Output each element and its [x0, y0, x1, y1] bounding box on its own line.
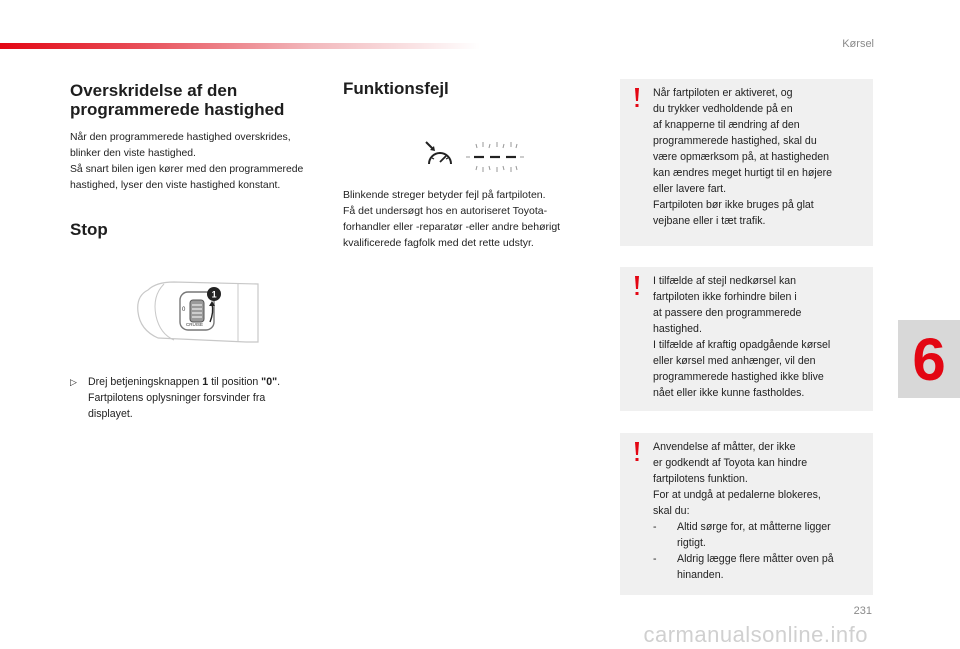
- malfunction-line: Få det undersøgt hos en autoriseret Toyota-: [343, 205, 548, 217]
- list-item-line: Aldrig lægge flere måtter oven på: [677, 553, 834, 565]
- header-accent-bar: [0, 43, 480, 49]
- warning-line: være opmærksom på, at hastigheden: [653, 151, 830, 163]
- warning-line: du trykker vedholdende på en: [653, 103, 793, 115]
- malfunction-line: Blinkende streger betyder fejl på fartpiloten.: [343, 189, 546, 201]
- stop-text-position: "0": [261, 376, 278, 388]
- warning-box-speed-change: [620, 79, 873, 246]
- stop-heading: Stop: [70, 220, 108, 239]
- warning-line: eller kørsel med anhænger, vil den: [653, 355, 816, 367]
- overspeed-paragraph: [70, 130, 335, 194]
- stop-text-knob-number: 1: [202, 376, 209, 388]
- malfunction-paragraph: [343, 187, 605, 251]
- warning-text: [653, 273, 863, 401]
- warning-line: skal du:: [653, 505, 690, 517]
- warning-box-slopes: [620, 267, 873, 411]
- site-watermark[interactable]: carmanualsonline.info: [643, 622, 868, 647]
- warning-line: I tilfælde af kraftig opadgående kørsel: [653, 339, 831, 351]
- warning-line: For at undgå at pedalerne blokeres,: [653, 489, 821, 501]
- warning-line: nået eller ikke kunne fastholdes.: [653, 387, 805, 399]
- list-item-line: hinanden.: [677, 569, 724, 581]
- section-header-title: Kørsel: [842, 38, 874, 50]
- warning-line: eller lavere fart.: [653, 183, 727, 195]
- exclamation-warning-icon: [632, 87, 642, 109]
- overspeed-heading-line2: programmerede hastighed: [70, 100, 285, 119]
- overspeed-line: blinker den viste hastighed.: [70, 148, 196, 159]
- malfunction-line: kvalificerede fagfolk med det rette udstyr.: [343, 237, 534, 249]
- list-item: [653, 551, 863, 583]
- overspeed-line: Så snart bilen igen kører med den programmerede: [70, 164, 304, 175]
- warning-line: hastighed.: [653, 323, 702, 335]
- warning-line: kan ændres meget hurtigt til en højere: [653, 167, 833, 179]
- stop-instruction-line1: [88, 374, 320, 390]
- list-item-text: [677, 519, 831, 551]
- arrow-bullet-icon: ▷: [70, 377, 77, 387]
- illustration-cruise-label: CRUISE: [186, 322, 204, 327]
- stop-text-mid: til position: [208, 376, 262, 388]
- callout-1-label: 1: [211, 289, 217, 300]
- list-dash: -: [653, 553, 657, 565]
- list-item-line: rigtigt.: [677, 537, 706, 549]
- warning-line: programmerede hastighed ikke blive: [653, 371, 824, 383]
- warning-line: fartpilotens funktion.: [653, 473, 748, 485]
- stop-instruction-line2: Fartpilotens oplysninger forsvinder fra: [88, 392, 266, 404]
- warning-text: [653, 439, 863, 583]
- overspeed-line: hastighed, lyser den viste hastighed konstant.: [70, 180, 281, 191]
- stop-text-suffix: .: [277, 376, 281, 388]
- stop-instruction: [70, 374, 320, 422]
- cruise-malfunction-display-icon: [420, 138, 532, 174]
- exclamation-warning-icon: [632, 275, 642, 297]
- overspeed-heading: [70, 81, 330, 119]
- warning-line: programmerede hastighed, skal du: [653, 135, 817, 147]
- warning-line: vejbane eller i tæt trafik.: [653, 215, 766, 227]
- warning-line: I tilfælde af stejl nedkørsel kan: [653, 275, 797, 287]
- overspeed-line: Når den programmerede hastighed overskrides,: [70, 132, 291, 143]
- malfunction-line: forhandler eller -reparatør -eller andre behørigt: [343, 221, 561, 233]
- page-number: 231: [853, 605, 872, 617]
- list-item: [653, 519, 863, 551]
- warning-line: af knapperne til ændring af den: [653, 119, 800, 131]
- warning-line: Fartpiloten bør ikke bruges på glat: [653, 199, 814, 211]
- illustration-zero-mark: 0: [182, 307, 186, 313]
- cruise-control-stalk-illustration: [134, 276, 262, 346]
- exclamation-warning-icon: [632, 441, 642, 463]
- stop-instruction-line3: displayet.: [88, 408, 133, 420]
- warning-line: fartpiloten ikke forhindre bilen i: [653, 291, 797, 303]
- warning-box-floor-mats: [620, 433, 873, 595]
- list-dash: -: [653, 521, 657, 533]
- warning-line: Når fartpiloten er aktiveret, og: [653, 87, 793, 99]
- list-item-text: [677, 551, 834, 583]
- list-item-line: Altid sørge for, at måtterne ligger: [677, 521, 831, 533]
- overspeed-heading-line1: Overskridelse af den: [70, 81, 238, 100]
- warning-text: [653, 85, 863, 229]
- stop-text-prefix: Drej betjeningsknappen: [88, 376, 203, 388]
- malfunction-heading: Funktionsfejl: [343, 79, 449, 98]
- warning-line: er godkendt af Toyota kan hindre: [653, 457, 808, 469]
- warning-line: Anvendelse af måtter, der ikke: [653, 441, 796, 453]
- chapter-number: 6: [912, 325, 946, 393]
- warning-line: at passere den programmerede: [653, 307, 802, 319]
